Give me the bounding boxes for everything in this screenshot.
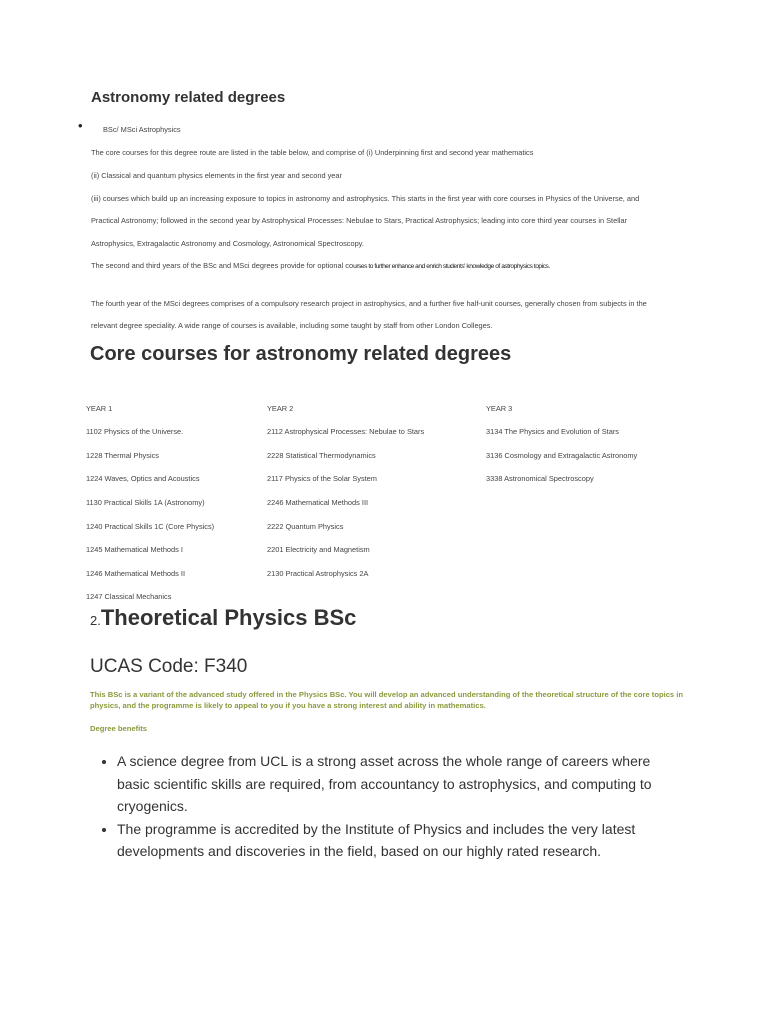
course-cell: 3338 Astronomical Spectroscopy xyxy=(486,474,594,483)
course-cell: 2130 Practical Astrophysics 2A xyxy=(267,569,369,578)
paragraph-line: Practical Astronomy; followed in the second year by Astrophysical Processes: Nebulae to Stars, Practical Astrophysics; leading into core third year courses in Stellar xyxy=(91,216,628,225)
course-cell: 1102 Physics of the Universe. xyxy=(86,427,184,436)
course-cell: 1130 Practical Skills 1A (Astronomy) xyxy=(86,498,205,507)
course-cell: 1224 Waves, Optics and Acoustics xyxy=(86,474,200,483)
degree-item: BSc/ MSci Astrophysics xyxy=(103,125,181,134)
course-cell: 1240 Practical Skills 1C (Core Physics) xyxy=(86,522,215,531)
benefit-item: • A science degree from UCL is a strong asset across the whole range of careers where basic scientific skills are required, from accountancy to astrophysics, and computing to cryogenics. xyxy=(117,750,677,818)
fourth-year-line: relevant degree speciality. A wide range of courses is available, including some taught by staff from other London Colleges. xyxy=(91,321,493,330)
ucas-code: UCAS Code: F340 xyxy=(90,656,248,677)
section-title: Theoretical Physics BSc xyxy=(100,605,357,630)
optional-text-part-a: The second and third years of the BSc and MSci degrees provide for optional co xyxy=(91,261,354,270)
course-cell: 2201 Electricity and Magnetism xyxy=(267,545,370,554)
course-cell: 2228 Statistical Thermodynamics xyxy=(267,451,376,460)
paragraph-line: The core courses for this degree route are listed in the table below, and comprise of (i) Underpinning first and second year mathematics xyxy=(91,148,534,157)
course-cell: 1245 Mathematical Methods I xyxy=(86,545,183,554)
section-number: 2. xyxy=(90,613,101,628)
column-header-year-1: YEAR 1 xyxy=(86,404,113,413)
programme-intro: This BSc is a variant of the advanced study offered in the Physics BSc. You will develop an advanced understanding of the theoretical structure of the core topics in physics, and the programme is likely to appeal to you if you have a strong interest and ability in mathematics. xyxy=(90,690,684,710)
benefits-list xyxy=(90,750,677,863)
course-cell: 1247 Classical Mechanics xyxy=(86,592,172,601)
bullet-icon: • xyxy=(78,118,83,133)
optional-text-part-b: urses to further enhance and enrich students' knowledge of astrophysics topics. xyxy=(353,263,550,270)
benefit-item: • The programme is accredited by the Institute of Physics and includes the very latest developments and discoveries in the field, based on our highly rated research. xyxy=(117,818,677,863)
optional-courses-text xyxy=(91,261,550,270)
fourth-year-line: The fourth year of the MSci degrees comprises of a compulsory research project in astrophysics, and a further five half-unit courses, generally chosen from subjects in the xyxy=(91,299,647,308)
column-header-year-3: YEAR 3 xyxy=(486,404,513,413)
course-cell: 2117 Physics of the Solar System xyxy=(267,474,377,483)
paragraph-line: (iii) courses which build up an increasing exposure to topics in astronomy and astrophysics. This starts in the first year with core courses in Physics of the Universe, and xyxy=(91,194,640,203)
section-heading-astronomy: Astronomy related degrees xyxy=(91,89,286,106)
course-cell: 1246 Mathematical Methods II xyxy=(86,569,186,578)
degree-benefits-heading: Degree benefits xyxy=(90,724,147,733)
course-cell: 3136 Cosmology and Extragalactic Astronomy xyxy=(486,451,638,460)
paragraph-line: (ii) Classical and quantum physics elements in the first year and second year xyxy=(91,171,342,180)
section-heading-theoretical-physics xyxy=(90,605,356,631)
section-heading-core-courses: Core courses for astronomy related degrees xyxy=(90,343,512,365)
course-cell: 3134 The Physics and Evolution of Stars xyxy=(486,427,619,436)
course-cell: 2222 Quantum Physics xyxy=(267,522,344,531)
course-cell: 2246 Mathematical Methods III xyxy=(267,498,369,507)
course-cell: 2112 Astrophysical Processes: Nebulae to Stars xyxy=(267,427,425,436)
paragraph-line: Astrophysics, Extragalactic Astronomy and Cosmology, Astronomical Spectroscopy. xyxy=(91,239,364,248)
column-header-year-2: YEAR 2 xyxy=(267,404,294,413)
course-cell: 1228 Thermal Physics xyxy=(86,451,159,460)
